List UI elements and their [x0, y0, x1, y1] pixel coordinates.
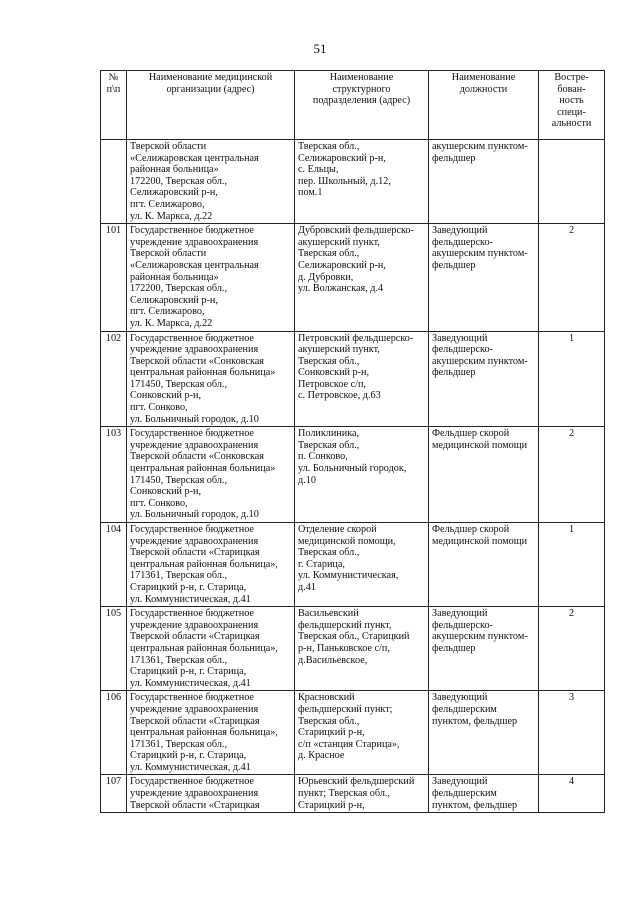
header-organization: Наименование медицинской организации (адрес)	[127, 71, 295, 140]
row-organization: Тверской области «Селижаровская центральная районная больница» 172200, Тверская обл., Селижаровский р-н, пгт. Селижарово, ул. К. Маркса, д.22	[127, 140, 295, 224]
row-demand: 1	[539, 523, 605, 607]
row-position: Заведующий фельдшерским пунктом, фельдшер	[429, 775, 539, 813]
row-position: Заведующий фельдшерско- акушерским пунктом- фельдшер	[429, 607, 539, 691]
table-row	[101, 607, 605, 691]
row-organization: Государственное бюджетное учреждение здравоохранения Тверской области «Старицкая	[127, 775, 295, 813]
row-position: Фельдшер скорой медицинской помощи	[429, 523, 539, 607]
row-demand: 2	[539, 607, 605, 691]
row-demand: 3	[539, 691, 605, 775]
row-division: Красновский фельдшерский пункт; Тверская обл., Старицкий р-н, с/п «станция Старица», д. Красное	[295, 691, 429, 775]
table-header-row	[101, 71, 605, 140]
row-organization: Государственное бюджетное учреждение здравоохранения Тверской области «Сонковская центральная районная больница» 171450, Тверская обл., Сонковский р-н, пгт. Сонково, ул. Больничный городок, д.10	[127, 331, 295, 427]
row-demand	[539, 140, 605, 224]
row-number	[101, 140, 127, 224]
row-position: акушерским пунктом- фельдшер	[429, 140, 539, 224]
vacancy-table	[100, 70, 605, 813]
row-division: Отделение скорой медицинской помощи, Тверская обл., г. Старица, ул. Коммунистическая, д.41	[295, 523, 429, 607]
header-position: Наименование должности	[429, 71, 539, 140]
row-demand: 2	[539, 224, 605, 331]
row-organization: Государственное бюджетное учреждение здравоохранения Тверской области «Селижаровская центральная районная больница» 172200, Тверская обл., Селижаровский р-н, пгт. Селижарово, ул. К. Маркса, д.22	[127, 224, 295, 331]
row-number: 102	[101, 331, 127, 427]
header-demand: Востре- бован- ность специ- альности	[539, 71, 605, 140]
table-row	[101, 691, 605, 775]
row-demand: 1	[539, 331, 605, 427]
row-organization: Государственное бюджетное учреждение здравоохранения Тверской области «Старицкая центральная районная больница», 171361, Тверская обл., Старицкий р-н, г. Старица, ул. Коммунистическая, д.41	[127, 691, 295, 775]
row-organization: Государственное бюджетное учреждение здравоохранения Тверской области «Старицкая центральная районная больница», 171361, Тверская обл., Старицкий р-н, г. Старица, ул. Коммунистическая, д.41	[127, 607, 295, 691]
page-number: 51	[313, 41, 327, 56]
row-organization: Государственное бюджетное учреждение здравоохранения Тверской области «Старицкая центральная районная больница», 171361, Тверская обл., Старицкий р-н, г. Старица, ул. Коммунистическая, д.41	[127, 523, 295, 607]
row-number: 105	[101, 607, 127, 691]
row-number: 107	[101, 775, 127, 813]
row-position: Фельдшер скорой медицинской помощи	[429, 427, 539, 523]
header-number: № п\п	[101, 71, 127, 140]
header-division: Наименование структурного подразделения (адрес)	[295, 71, 429, 140]
row-position: Заведующий фельдшерско- акушерским пунктом- фельдшер	[429, 331, 539, 427]
row-demand: 2	[539, 427, 605, 523]
table-row	[101, 140, 605, 224]
table-row	[101, 775, 605, 813]
row-division: Юрьевский фельдшерский пункт; Тверская обл., Старицкий р-н,	[295, 775, 429, 813]
row-position: Заведующий фельдшерским пунктом, фельдшер	[429, 691, 539, 775]
row-division: Дубровский фельдшерско- акушерский пункт, Тверская обл., Селижаровский р-н, д. Дубровки, ул. Волжанская, д.4	[295, 224, 429, 331]
table-row	[101, 523, 605, 607]
row-position: Заведующий фельдшерско- акушерским пунктом- фельдшер	[429, 224, 539, 331]
row-division: Петровский фельдшерско- акушерский пункт, Тверская обл., Сонковский р-н, Петровское с/п, с. Петровское, д.63	[295, 331, 429, 427]
table-row	[101, 224, 605, 331]
row-number: 101	[101, 224, 127, 331]
row-number: 103	[101, 427, 127, 523]
row-division: Тверская обл., Селижаровский р-н, с. Ельцы, пер. Школьный, д.12, пом.1	[295, 140, 429, 224]
row-division: Поликлиника, Тверская обл., п. Сонково, ул. Больничный городок, д.10	[295, 427, 429, 523]
row-demand: 4	[539, 775, 605, 813]
row-number: 104	[101, 523, 127, 607]
row-division: Васильевский фельдшерский пункт, Тверская обл., Старицкий р-н, Паньковское с/п, д.Васильевское,	[295, 607, 429, 691]
row-organization: Государственное бюджетное учреждение здравоохранения Тверской области «Сонковская центральная районная больница» 171450, Тверская обл., Сонковский р-н, пгт. Сонково, ул. Больничный городок, д.10	[127, 427, 295, 523]
row-number: 106	[101, 691, 127, 775]
table-row	[101, 331, 605, 427]
table-row	[101, 427, 605, 523]
